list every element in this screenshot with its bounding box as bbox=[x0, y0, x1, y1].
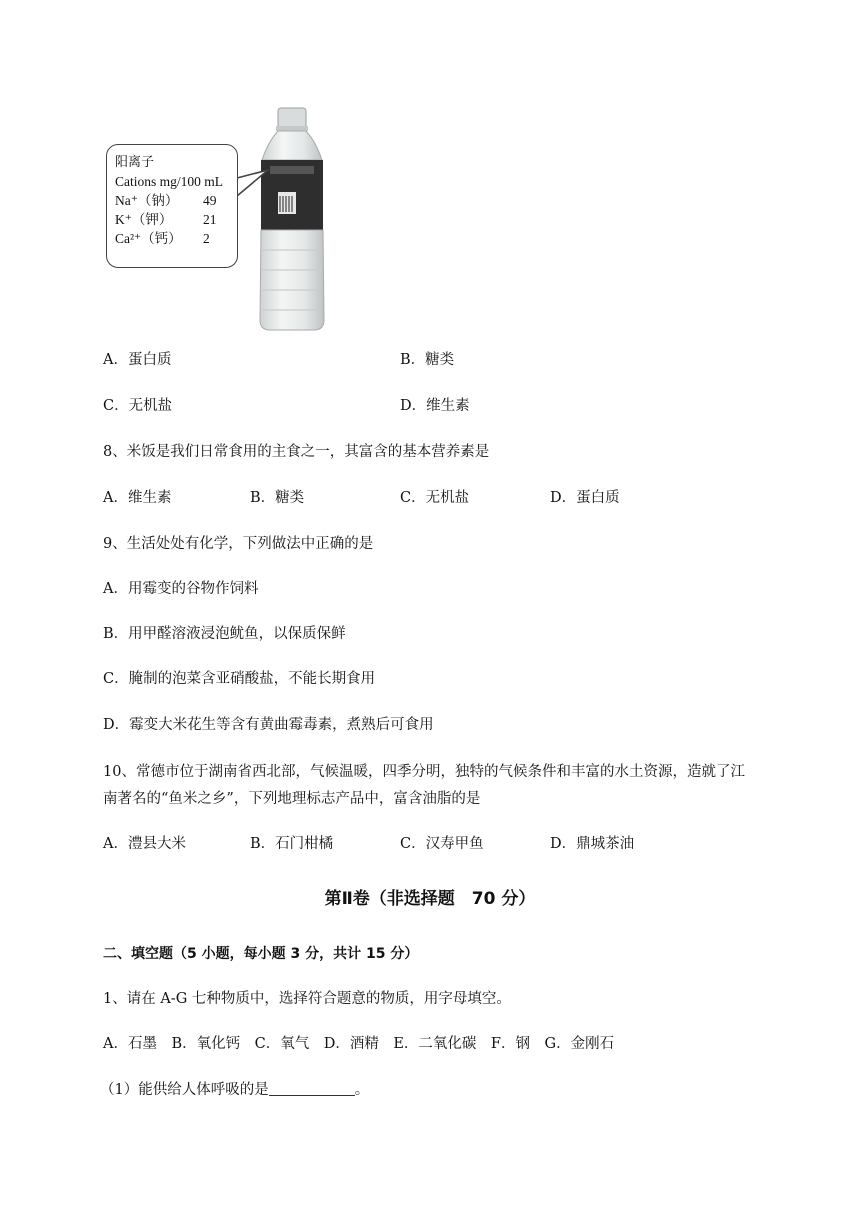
q7-option-b[interactable]: B．糖类 bbox=[400, 352, 455, 368]
ion-name: K⁺（钾） bbox=[115, 212, 173, 227]
ion-row-k bbox=[115, 210, 237, 229]
q9-stem: 9、生活处处有化学，下列做法中正确的是 bbox=[103, 536, 374, 552]
sub1-text: （1）能供给人体呼吸的是 bbox=[100, 1082, 269, 1098]
q8-option-a[interactable]: A．维生素 bbox=[103, 490, 172, 506]
part2-title: 第Ⅱ卷（非选择题 70 分） bbox=[324, 889, 536, 909]
q8-option-d[interactable]: D．蛋白质 bbox=[550, 490, 620, 506]
ion-value: 2 bbox=[203, 231, 210, 246]
part2-q1-choices: A．石墨 B．氧化钙 C．氧气 D．酒精 E．二氧化碳 F．钢 G．金刚石 bbox=[103, 1036, 615, 1052]
q10-option-c[interactable]: C．汉寿甲鱼 bbox=[400, 836, 484, 852]
part2-q1-sub1 bbox=[100, 1080, 369, 1100]
q8-option-b[interactable]: B．糖类 bbox=[250, 490, 305, 506]
q10-stem-line2: 南著名的“鱼米之乡”，下列地理标志产品中，富含油脂的是 bbox=[103, 791, 481, 807]
q10-option-b[interactable]: B．石门柑橘 bbox=[250, 836, 334, 852]
callout-unit: Cations mg/100 mL bbox=[115, 174, 223, 189]
sub1-end: 。 bbox=[354, 1082, 370, 1098]
ion-name: Na⁺（钠） bbox=[115, 193, 179, 208]
answer-blank[interactable] bbox=[269, 1081, 355, 1096]
q7-option-a[interactable]: A．蛋白质 bbox=[103, 352, 172, 368]
callout-title: 阳离子 bbox=[115, 155, 155, 170]
q10-stem-line1: 10、常德市位于湖南省西北部，气候温暖，四季分明，独特的气候条件和丰富的水土资源，造就了江 bbox=[103, 764, 745, 780]
q9-option-b[interactable]: B．用甲醛溶液浸泡鱿鱼，以保质保鲜 bbox=[103, 626, 346, 642]
q8-stem: 8、米饭是我们日常食用的主食之一，其富含的基本营养素是 bbox=[103, 444, 490, 460]
q10-option-d[interactable]: D．鼎城茶油 bbox=[550, 836, 635, 852]
q8-option-c[interactable]: C．无机盐 bbox=[400, 490, 470, 506]
q10-option-a[interactable]: A．澧县大米 bbox=[103, 836, 186, 852]
water-bottle-figure bbox=[100, 100, 340, 340]
ion-name: Ca²⁺（钙） bbox=[115, 231, 182, 246]
ion-row-ca bbox=[115, 229, 237, 248]
q7-option-c[interactable]: C．无机盐 bbox=[103, 398, 173, 414]
q9-option-d[interactable]: D．霉变大米花生等含有黄曲霉毒素，煮熟后可食用 bbox=[103, 717, 434, 733]
ion-value: 49 bbox=[203, 193, 217, 208]
section-heading: 二、填空题（5 小题，每小题 3 分，共计 15 分） bbox=[103, 946, 419, 962]
ion-row-na bbox=[115, 191, 237, 210]
part2-q1-stem: 1、请在 A-G 七种物质中，选择符合题意的物质，用字母填空。 bbox=[103, 991, 511, 1007]
q7-option-d[interactable]: D．维生素 bbox=[400, 398, 470, 414]
q9-option-c[interactable]: C．腌制的泡菜含亚硝酸盐，不能长期食用 bbox=[103, 671, 376, 687]
q9-option-a[interactable]: A．用霉变的谷物作饲料 bbox=[103, 581, 259, 597]
ion-value: 21 bbox=[203, 212, 217, 227]
cation-callout bbox=[106, 144, 238, 268]
